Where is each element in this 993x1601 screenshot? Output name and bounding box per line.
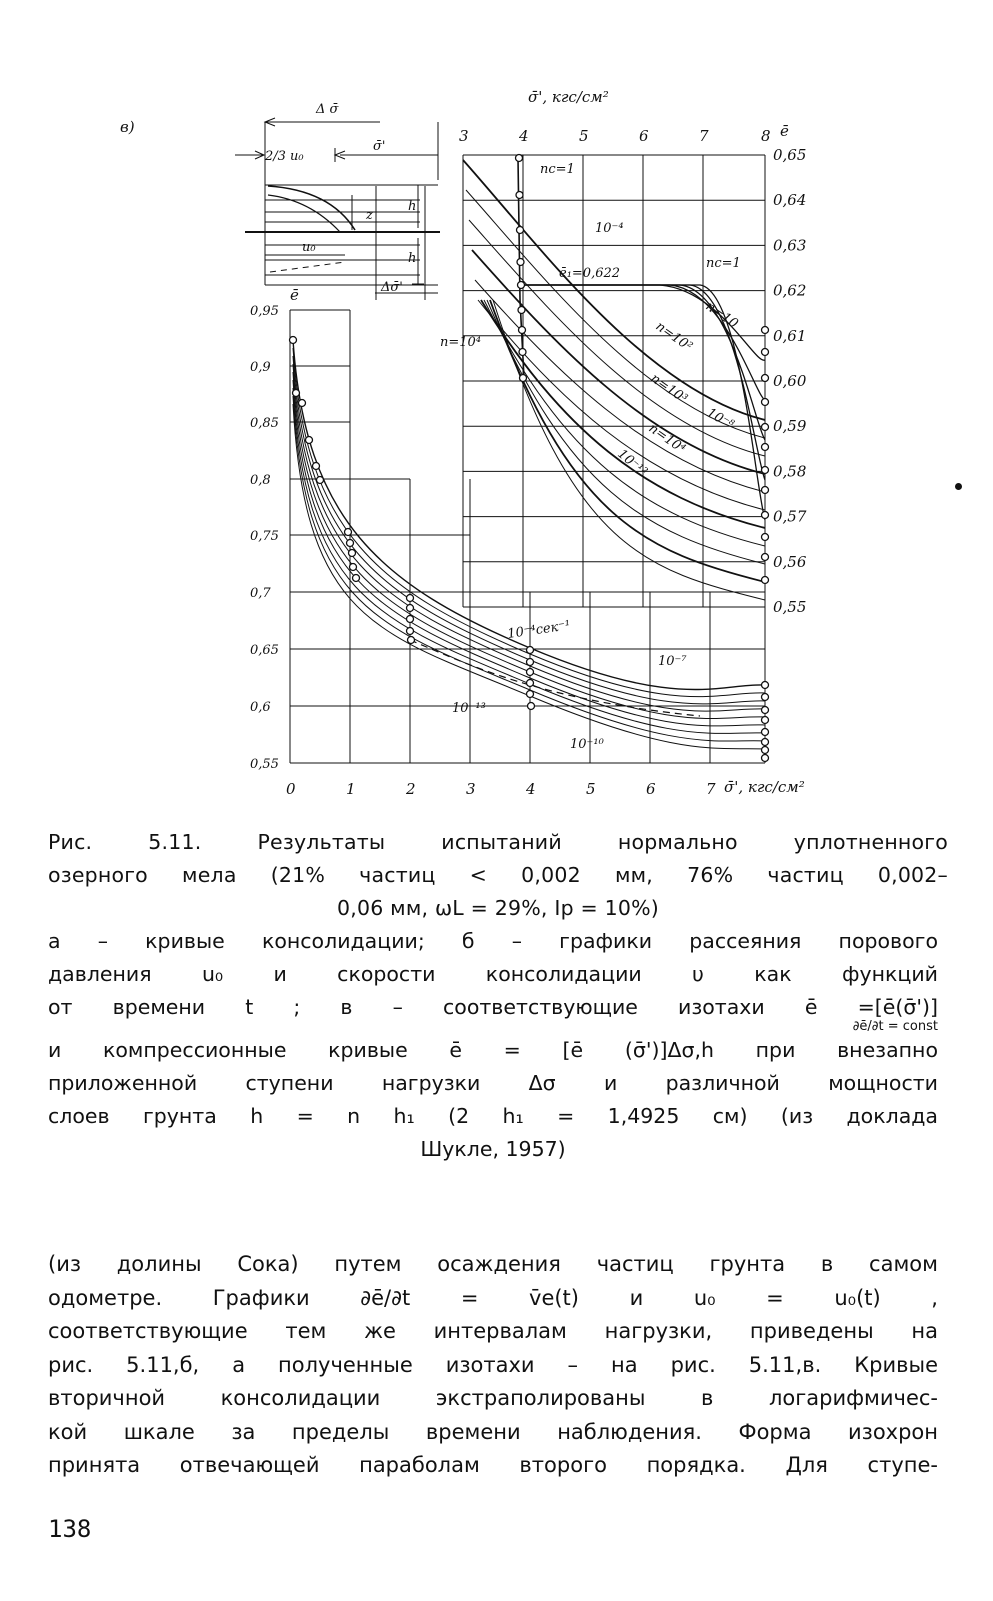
label-rate-1e-13: 10⁻¹³ — [452, 701, 486, 716]
lower-point-14 — [407, 628, 414, 635]
lower-point-5 — [317, 477, 324, 484]
right-tick-6: 0,59 — [773, 417, 807, 436]
body-line-1: (из долины Сока) путем осаждения частиц грунта в самом — [48, 1252, 938, 1276]
lower-point-11 — [407, 595, 414, 602]
right-point-1 — [762, 349, 769, 356]
bottom-tick-6: 6 — [646, 780, 656, 798]
right-tick-2: 0,63 — [773, 236, 807, 255]
left-tick-7: 0,6 — [250, 700, 271, 715]
upper-point-0 — [516, 155, 523, 162]
bottom-tick-3: 3 — [466, 780, 476, 798]
upper-isotach-9 — [490, 300, 765, 582]
left-tick-5: 0,7 — [250, 586, 271, 601]
bottom-tick-2: 2 — [406, 780, 416, 798]
label-rate-1e-10: 10⁻¹⁰ — [570, 737, 604, 752]
label-e1: ē₁=0,622 — [559, 266, 621, 281]
upper-point-8 — [520, 375, 527, 382]
label-rate-1e-7: 10⁻⁷ — [658, 654, 687, 669]
page-number: 138 — [48, 1515, 92, 1543]
lower-point-6 — [345, 529, 352, 536]
lower-chart-curves — [290, 337, 769, 762]
lower-point-8 — [349, 550, 356, 557]
label-nc1-mid: nc=1 — [706, 256, 741, 271]
legend-line-1: а – кривые консолидации; б – графики рассеяния порового — [48, 929, 938, 953]
legend-line-6: слоев грунта h = n h₁ (2 h₁ = 1,4925 см) (из доклада — [48, 1104, 938, 1128]
legend-line-5: приложенной ступени нагрузки Δσ и различной мощности — [48, 1071, 938, 1095]
inset-sigma-bar: σ̄' — [373, 139, 386, 154]
inset-u0: u₀ — [302, 240, 316, 255]
inset-delta-sigma-prime: Δσ̄' — [381, 280, 403, 295]
lower-point-23 — [762, 694, 769, 701]
legend-subscript: ∂ē/∂t = const — [852, 1019, 938, 1034]
left-tick-1: 0,9 — [250, 360, 271, 375]
right-tick-10: 0,55 — [773, 598, 807, 616]
upper-axis-title: σ̄', кгс/см² — [528, 88, 609, 106]
lower-point-24 — [762, 707, 769, 714]
inset-z: z — [366, 208, 373, 223]
legend-line-2: давления u₀ и скорости консолидации υ как функций — [48, 962, 938, 986]
left-tick-8: 0,55 — [250, 757, 279, 772]
lower-point-7 — [347, 540, 354, 547]
inset-two-thirds-u0: 2/3 u₀ — [265, 149, 304, 164]
label-1e-12: 10⁻¹² — [614, 446, 650, 480]
upper-tick-6: 6 — [639, 127, 649, 145]
stray-dot-mark — [955, 483, 962, 490]
left-tick-4: 0,75 — [250, 529, 279, 544]
right-tick-8: 0,57 — [773, 507, 807, 526]
right-tick-1: 0,64 — [773, 191, 807, 210]
label-n10-3: n=10³ — [647, 370, 690, 407]
lower-point-25 — [762, 717, 769, 724]
label-rate-1e-4: 10⁻⁴сек⁻¹ — [506, 618, 572, 642]
lower-point-12 — [407, 605, 414, 612]
inset-h-lower: h — [408, 251, 417, 266]
lower-point-3 — [306, 437, 313, 444]
upper-point-3 — [517, 259, 524, 266]
lower-point-21 — [528, 703, 535, 710]
body-line-4: рис. 5.11,б, а полученные изотахи – на рис. 5.11,в. Кривые — [48, 1352, 938, 1377]
inset-delta-sigma: Δ σ̄ — [316, 102, 339, 117]
upper-tick-3: 3 — [459, 127, 469, 145]
left-tick-2: 0,85 — [250, 416, 279, 431]
lower-point-18 — [527, 669, 534, 676]
lower-point-22 — [762, 682, 769, 689]
left-tick-6: 0,65 — [250, 643, 279, 658]
upper-point-4 — [518, 282, 525, 289]
lower-point-9 — [350, 564, 357, 571]
legend-line-4: и компрессионные кривые ē = [ē (σ̄')]Δσ,h при внезапно — [48, 1038, 938, 1062]
label-n-1e4-left: n=10⁴ — [440, 335, 482, 350]
right-point-2 — [762, 375, 769, 382]
label-n10: n=10 — [702, 298, 741, 332]
bottom-tick-1: 1 — [346, 780, 356, 798]
lower-point-29 — [762, 755, 769, 762]
lower-point-17 — [527, 659, 534, 666]
right-point-3 — [762, 399, 769, 406]
right-point-11 — [762, 577, 769, 584]
upper-tick-8: 8 — [761, 127, 771, 145]
right-point-7 — [762, 487, 769, 494]
right-tick-0: 0,65 — [773, 146, 807, 164]
lower-point-0 — [290, 337, 297, 344]
body-line-2: одометре. Графики ∂ē/∂t = v̄e(t) и u₀ = u₀(t) , — [48, 1285, 938, 1310]
bottom-tick-7: 7 — [706, 780, 716, 798]
upper-e-symbol: ē — [780, 122, 789, 140]
upper-tick-7: 7 — [699, 127, 709, 145]
upper-point-5 — [518, 307, 525, 314]
right-tick-7: 0,58 — [773, 462, 807, 481]
legend-line-3: от времени t ; в – соответствующие изотахи ē =[ē(σ̄')] — [48, 995, 938, 1019]
body-line-3: соответствующие тем же интервалам нагрузки, приведены на — [48, 1319, 938, 1343]
label-n10-4: n=10⁴ — [645, 420, 688, 457]
right-point-9 — [762, 534, 769, 541]
left-tick-3: 0,8 — [250, 473, 271, 488]
compression-curve-1 — [293, 348, 765, 697]
lower-point-2 — [299, 400, 306, 407]
label-1e-4-top: 10⁻⁴ — [595, 221, 624, 236]
bottom-tick-4: 4 — [526, 780, 536, 798]
compression-curve-4 — [293, 372, 765, 718]
lower-point-19 — [527, 680, 534, 687]
caption-line-2: озерного мела (21% частиц < 0,002 мм, 76% частиц 0,002– — [48, 863, 948, 887]
right-tick-3: 0,62 — [773, 281, 807, 300]
lower-axis-title: σ̄', кгс/см² — [724, 778, 805, 796]
lower-point-10 — [353, 575, 360, 582]
panel-letter: в) — [120, 118, 135, 136]
upper-point-2 — [517, 227, 524, 234]
lower-e-symbol: ē — [290, 286, 299, 304]
body-line-5: вторичной консолидации экстраполированы в логарифмичес- — [48, 1386, 938, 1410]
inset-h-upper: h — [408, 199, 417, 214]
upper-point-7 — [519, 349, 526, 356]
right-tick-4: 0,61 — [773, 326, 807, 345]
right-point-4 — [762, 424, 769, 431]
figure-caption — [48, 826, 948, 925]
body-line-7: принята отвечающей параболам второго порядка. Для ступе- — [48, 1453, 938, 1477]
upper-tick-5: 5 — [579, 127, 589, 145]
right-tick-5: 0,60 — [773, 372, 807, 390]
lower-point-1 — [293, 390, 300, 397]
right-point-8 — [762, 512, 769, 519]
legend-line-7: Шукле, 1957) — [420, 1137, 566, 1161]
lower-point-13 — [407, 616, 414, 623]
right-tick-9: 0,56 — [773, 552, 807, 571]
body-line-6: кой шкале за пределы времени наблюдения. Форма изохрон — [48, 1419, 938, 1444]
lower-point-27 — [762, 739, 769, 746]
upper-tick-4: 4 — [519, 127, 529, 145]
lower-point-26 — [762, 729, 769, 736]
upper-compression-1 — [523, 285, 765, 400]
bottom-tick-5: 5 — [586, 780, 596, 798]
label-n10-2: n=10² — [652, 318, 695, 355]
label-1e-8: 10⁻⁸ — [704, 405, 737, 433]
lower-point-4 — [313, 463, 320, 470]
right-point-10 — [762, 554, 769, 561]
upper-point-1 — [516, 192, 523, 199]
right-point-0 — [762, 327, 769, 334]
right-point-5 — [762, 444, 769, 451]
upper-point-6 — [519, 327, 526, 334]
right-point-6 — [762, 467, 769, 474]
body-paragraph — [48, 1248, 938, 1483]
caption-line-1: Рис. 5.11. Результаты испытаний нормально уплотненного — [48, 830, 948, 854]
lower-point-20 — [527, 691, 534, 698]
left-tick-0: 0,95 — [250, 304, 279, 319]
bottom-tick-0: 0 — [286, 780, 296, 798]
label-nc1-top: nc=1 — [540, 162, 575, 177]
caption-line-3: 0,06 мм, ωL = 29%, Ip = 10%) — [337, 896, 659, 920]
figure-legend — [48, 925, 938, 1166]
lower-point-28 — [762, 747, 769, 754]
lower-point-15 — [408, 637, 415, 644]
lower-point-16 — [527, 647, 534, 654]
